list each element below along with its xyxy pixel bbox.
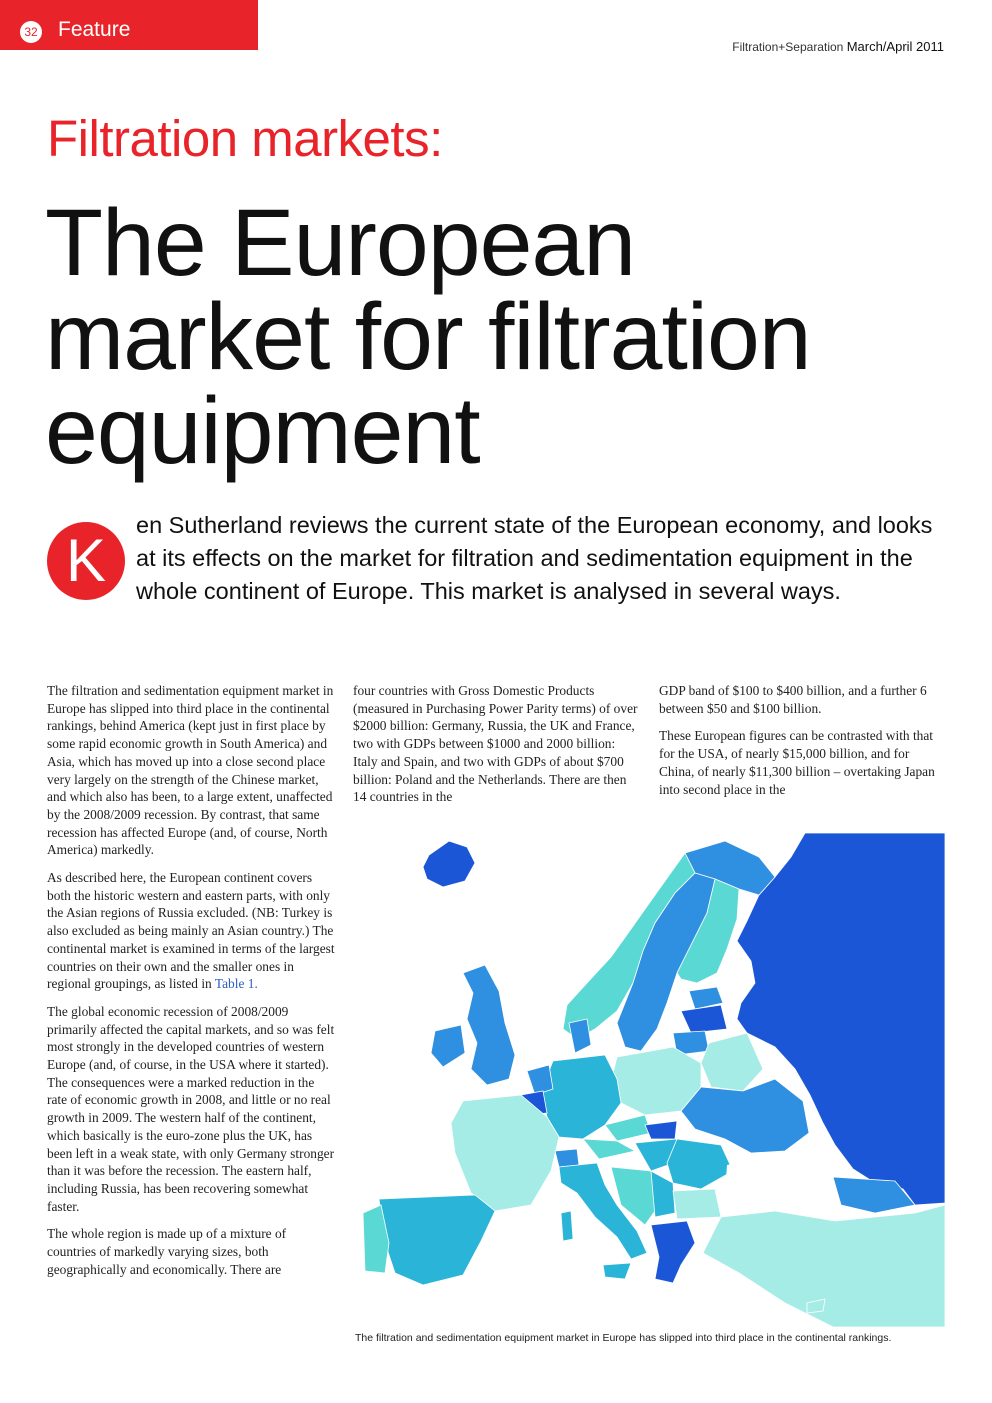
issue-date: March/April 2011 [846,39,944,54]
body-paragraph [47,869,337,993]
map-region-bulgaria [673,1189,721,1219]
map-region-romania [667,1139,733,1189]
map-region-uk [463,965,515,1085]
europe-map-figure [355,833,945,1327]
body-paragraph: The filtration and sedimentation equipment market in Europe has slipped into third place in the continental rankings, behind America (kept just in first place by some rapid economic growth in South America) and Asia, which has moved up into a close second place very largely on the strength of the Chinese market, and which also has been, to a large extent, unaffected by the 2008/2009 recession. By contrast, that same recession has affected Europe (and, of course, North America) markedly. [47,683,334,858]
running-head [732,39,944,54]
standfirst: en Sutherland reviews the current state of the European economy, and looks at its effects on the market for filtration and sedimentation equipment in the whole continent of Europe. This market is analysed in several ways. [136,512,933,604]
article-title [45,190,811,484]
article-kicker: Filtration markets: [47,110,443,167]
body-text: As described here, the European continent covers both the historic western and eastern parts, with only the Asian regions of Russia excluded. (NB: Turkey is also excluded as being mainly an Asian country.) The continental market is examined in terms of the largest countries on their own and the smaller ones in regional groupings, as listed in [47,870,335,992]
map-region-austria [583,1139,635,1159]
body-column-2 [353,682,638,816]
title-line: market for filtration [45,284,811,390]
map-region-sardinia [561,1211,573,1241]
map-region-latvia [681,1005,727,1033]
map-region-sicily [603,1263,631,1279]
map-region-denmark [569,1019,591,1053]
map-region-czech [605,1115,651,1141]
body-column-3 [659,682,946,808]
map-region-belarus [701,1033,763,1091]
map-region-turkey [703,1205,945,1327]
page-number: 32 [20,21,42,43]
figure-caption: The filtration and sedimentation equipment market in Europe has slipped into third place in the continental rankings. [355,1332,892,1344]
map-region-ireland [431,1025,465,1067]
publication-name: Filtration+Separation [732,40,844,54]
body-column-1 [47,682,337,1289]
map-region-spain [379,1195,495,1285]
map-region-switzerland [555,1149,579,1167]
map-region-greece [651,1221,695,1283]
title-line: equipment [45,378,480,484]
europe-map [355,833,945,1327]
drop-cap: K [47,522,125,600]
body-paragraph: The whole region is made up of a mixture of countries of markedly varying sizes, both geographically and economically. There are [47,1226,287,1277]
black-sea [725,1155,825,1207]
body-paragraph: four countries with Gross Domestic Products (measured in Purchasing Power Parity terms) of over $2000 billion: Germany, Russia, the UK and France, two with GDPs between $1000 and 2000 billion: Italy and Spain, and two with GDPs of about $700 billion: Poland and the Netherlands. There are then 14 countries in the [353,683,638,805]
map-region-iceland [423,841,475,887]
section-tab [0,0,258,50]
body-paragraph: GDP band of $100 to $400 billion, and a further 6 between $50 and $100 billion. [659,683,927,716]
map-region-netherlands [527,1065,553,1095]
section-label: Feature [58,18,131,41]
body-paragraph: These European figures can be contrasted with that for the USA, of nearly $15,000 billion, and for China, of nearly $11,300 billion – overtaking Japan into second place in the [659,728,935,797]
map-region-slovakia [645,1121,677,1139]
title-line: The European [45,190,636,296]
table-reference-link[interactable]: Table 1. [214,976,258,992]
body-paragraph: The global economic recession of 2008/2009 primarily affected the capital markets, and so was felt most strongly in the developed countries of western Europe (and, of course, in the USA where it started). The consequences were a marked reduction in the rate of economic growth in 2008, and little or no real growth in 2009. The western half of the continent, which basically is the euro-zone plus the UK, has been left in a weak state, with only Germany stronger than it was before the recession. The eastern half, including Russia, has been recovering somewhat faster. [47,1003,335,1214]
